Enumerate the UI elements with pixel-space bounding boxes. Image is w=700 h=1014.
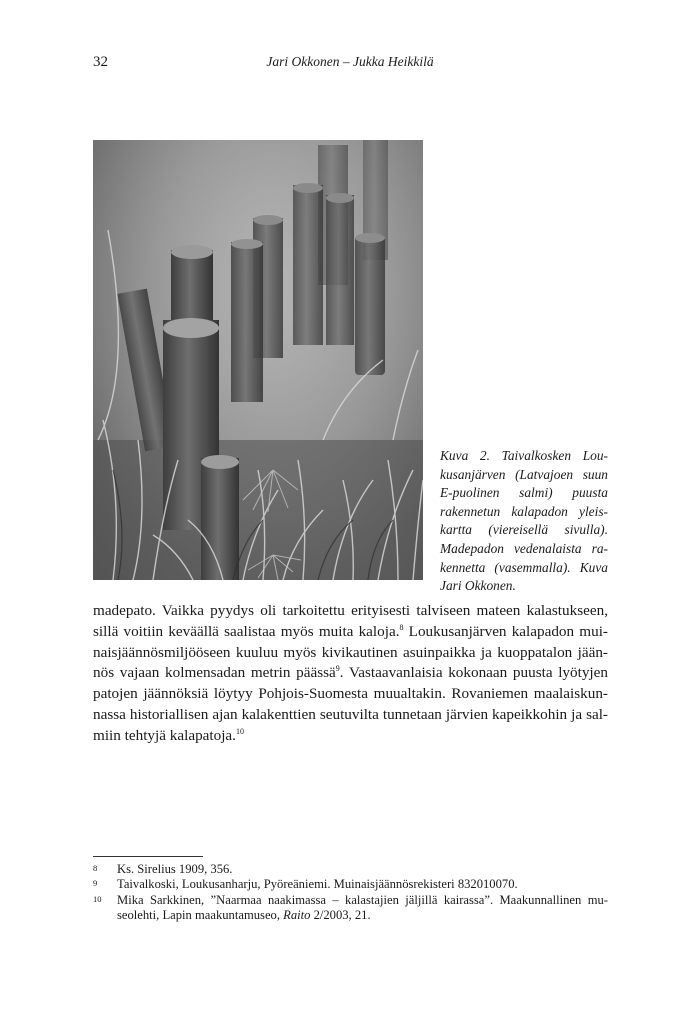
- body-line: patojen jäännöksiä löytyy Pohjois-Suomesta muualtakin. Rovaniemen maalaiskun-: [93, 685, 608, 703]
- footnote-number: 9: [93, 878, 98, 889]
- body-line: madepato. Vaikka pyydys oli tarkoitettu erityisesti talviseen mateen kalastukseen,: [93, 602, 608, 619]
- journal-title: Raito: [283, 908, 311, 923]
- body-paragraph: [93, 601, 608, 747]
- footnotes: [93, 862, 608, 924]
- running-head: Jari Okkonen – Jukka Heikkilä: [266, 54, 434, 69]
- caption-line: kusanjärven (Latvajoen suun: [440, 466, 608, 482]
- footnote-9: [93, 877, 608, 892]
- caption-line: Jari Okkonen.: [440, 578, 516, 594]
- footnote-text: Ks. Sirelius 1909, 356.: [117, 862, 233, 876]
- footnote-number: 8: [93, 863, 98, 873]
- body-line: sillä voitiin keväällä saalistaa myös muita kaloja.$^8$ Loukusanjärven kalapadon mui-: [93, 622, 608, 640]
- footnote-text: seolehti, Lapin maakuntamuseo, Raito 2/2003, 21.: [117, 908, 371, 923]
- caption-line: rakennetun kalapadon yleis-: [440, 503, 608, 519]
- figure-caption: [440, 447, 608, 596]
- body-line: nös vajaan kolmensadan metrin päässä$^9$. Vastaavanlaisia kokonaan puusta lyötyjen: [93, 664, 608, 682]
- footnote-number: 10: [93, 893, 102, 904]
- caption-line: Kuva 2. Taivalkosken Lou-: [440, 448, 608, 463]
- footnote-10: [93, 893, 608, 924]
- footnote-text: Taivalkoski, Loukusanharju, Pyöreäniemi. Muinaisjäännösrekisteri 832010070.: [117, 877, 518, 892]
- page-number: 32: [93, 54, 108, 70]
- footnote-8: [93, 862, 608, 877]
- body-line: naisjäännösmiljööseen kuuluu myös kivikautinen asuinpaikka ja kuoppatalon jään-: [93, 643, 608, 661]
- footnote-ref[interactable]: 10: [235, 726, 244, 736]
- body-line: miin tehtyjä kalapatoja.$^{10}$: [93, 726, 244, 744]
- caption-line: E-puolinen salmi) puusta: [440, 485, 608, 501]
- caption-line: kennetta (vasemmalla). Kuva: [440, 559, 608, 575]
- footnote-divider: [93, 856, 203, 857]
- footnote-ref[interactable]: 8: [399, 622, 404, 632]
- caption-line: Madepadon vedenalaista ra-: [440, 540, 608, 556]
- footnote-ref[interactable]: 9: [335, 664, 340, 674]
- underwater-fish-weir-photo: [93, 140, 423, 580]
- caption-line: kartta (viereisellä sivulla).: [440, 522, 608, 538]
- body-line: nassa historiallisen ajan kalakenttien seutuvilta tunnetaan järvien kapeikkohin ja sal-: [93, 705, 608, 723]
- footnote-text: Mika Sarkkinen, ”Naarmaa naakimassa – kalastajien jäljillä kairassa”. Maakunnallinen mu-: [117, 892, 608, 907]
